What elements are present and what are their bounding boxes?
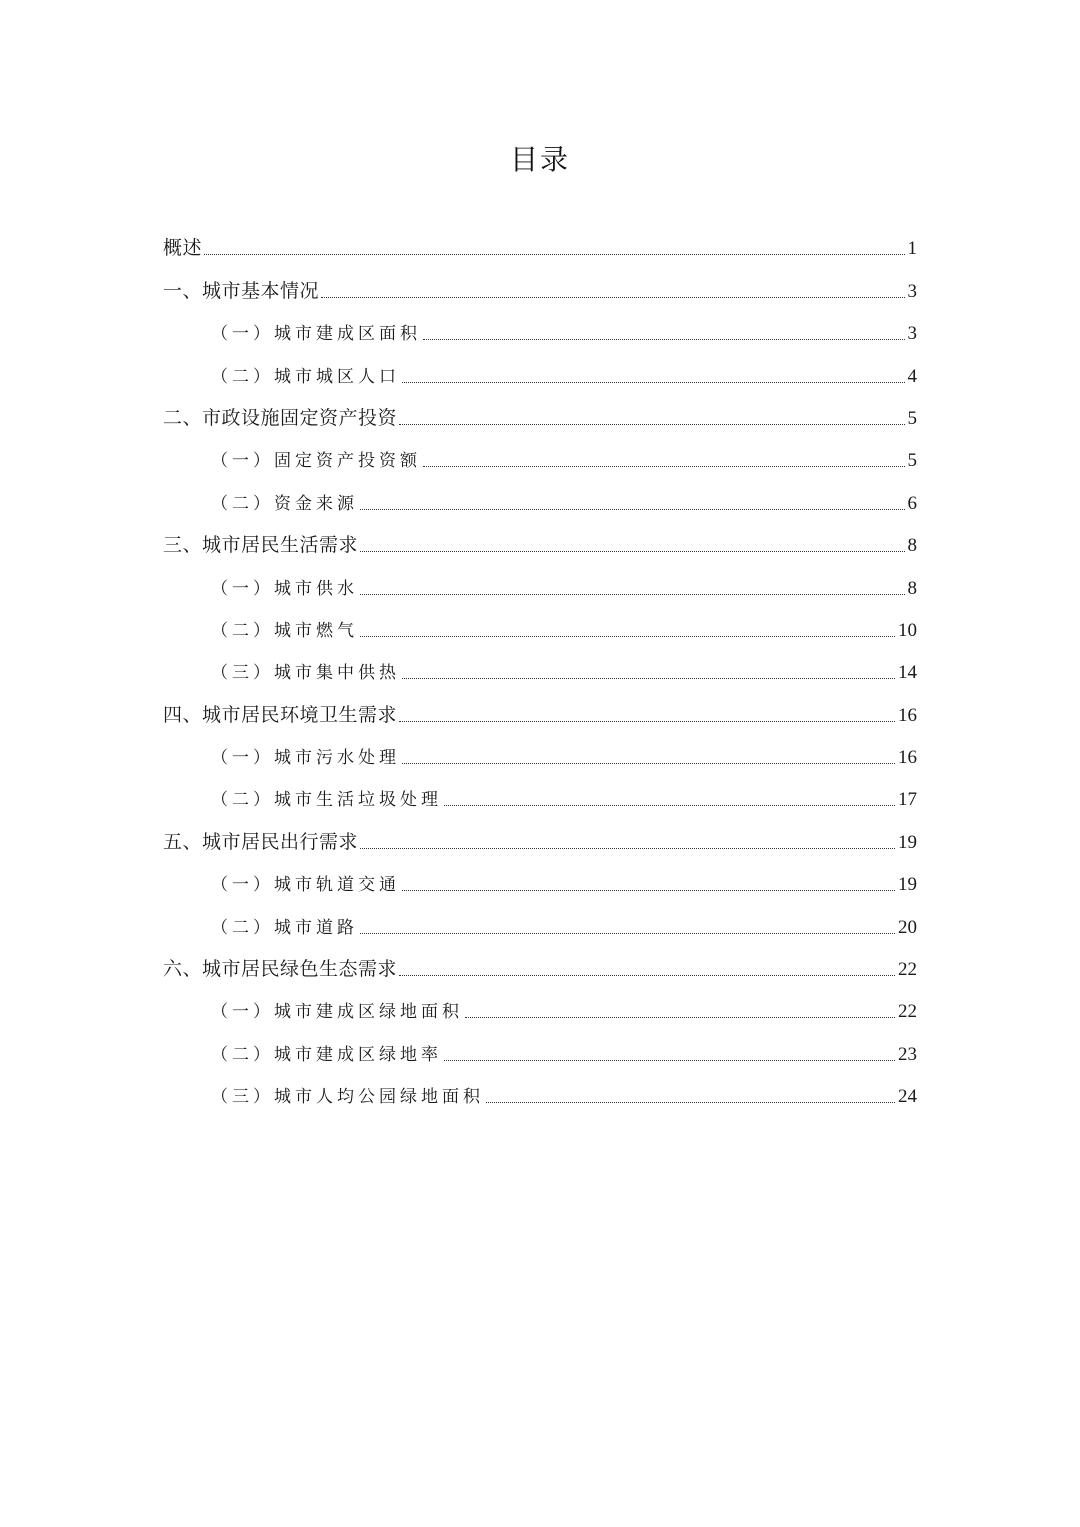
- toc-page-number: 19: [898, 831, 917, 853]
- toc-dot-leader: [423, 466, 905, 467]
- toc-section-entry[interactable]: [163, 941, 917, 983]
- toc-page-number: 22: [898, 1001, 917, 1023]
- toc-subsection-entry[interactable]: [163, 347, 917, 389]
- toc-entry-label: （一）城市污水处理: [211, 748, 400, 769]
- page-title: 目录: [509, 143, 570, 176]
- toc-page-number: 16: [898, 747, 917, 769]
- toc-section-entry[interactable]: [163, 813, 917, 855]
- toc-dot-leader: [360, 551, 904, 552]
- toc-page-number: 19: [898, 874, 917, 896]
- toc-page-number: 22: [898, 959, 917, 981]
- toc-entry-label: （二）城市城区人口: [211, 366, 400, 387]
- toc-section-entry[interactable]: [163, 262, 917, 304]
- toc-dot-leader: [444, 805, 895, 806]
- toc-dot-leader: [360, 848, 895, 849]
- toc-page-number: 1: [907, 238, 917, 260]
- toc-page-number: 17: [898, 789, 917, 811]
- toc-section-entry[interactable]: [163, 517, 917, 559]
- toc-dot-leader: [465, 1017, 895, 1018]
- toc-section-entry[interactable]: [163, 390, 917, 432]
- toc-entry-label: （二）资金来源: [211, 493, 358, 514]
- toc-subsection-entry[interactable]: [163, 474, 917, 516]
- toc-subsection-entry[interactable]: [163, 602, 917, 644]
- toc-entry-label: 五、城市居民出行需求: [163, 830, 359, 853]
- toc-page-number: 3: [907, 323, 917, 345]
- toc-page-number: 4: [907, 365, 917, 387]
- toc-entry-label: （一）城市供水: [211, 578, 358, 599]
- toc-page-number: 24: [898, 1086, 917, 1108]
- toc-subsection-entry[interactable]: [163, 644, 917, 686]
- toc-page-number: 14: [898, 662, 917, 684]
- toc-dot-leader: [402, 678, 895, 679]
- toc-entry-label: （一）城市建成区绿地面积: [211, 1002, 463, 1023]
- toc-page-number: 10: [898, 619, 917, 641]
- toc-dot-leader: [402, 763, 895, 764]
- toc-entry-label: 三、城市居民生活需求: [163, 534, 359, 557]
- toc-entry-label: （二）城市道路: [211, 917, 358, 938]
- toc-dot-leader: [399, 975, 895, 976]
- toc-entry-label: （二）城市建成区绿地率: [211, 1044, 442, 1065]
- toc-section-entry[interactable]: [163, 686, 917, 728]
- toc-entry-label: 二、市政设施固定资产投资: [163, 406, 398, 429]
- toc-entry-label: （二）城市燃气: [211, 620, 358, 641]
- toc-page-number: 8: [907, 535, 917, 557]
- toc-dot-leader: [402, 890, 895, 891]
- toc-entry-label: 六、城市居民绿色生态需求: [163, 958, 398, 981]
- toc-page-number: 20: [898, 916, 917, 938]
- toc-page-number: 16: [898, 704, 917, 726]
- toc-dot-leader: [399, 424, 904, 425]
- toc-page-number: 6: [907, 492, 917, 514]
- toc-subsection-entry[interactable]: [163, 559, 917, 601]
- toc-dot-leader: [399, 721, 895, 722]
- toc-dot-leader: [321, 297, 904, 298]
- toc-page-number: 8: [907, 577, 917, 599]
- toc-subsection-entry[interactable]: [163, 898, 917, 940]
- toc-dot-leader: [204, 254, 904, 255]
- toc-page-number: 3: [907, 280, 917, 302]
- toc-entry-label: （二）城市生活垃圾处理: [211, 790, 442, 811]
- toc-dot-leader: [360, 933, 895, 934]
- toc-subsection-entry[interactable]: [163, 1025, 917, 1067]
- toc-subsection-entry[interactable]: [163, 1068, 917, 1110]
- toc-page-number: 23: [898, 1043, 917, 1065]
- toc-entry-label: （一）城市建成区面积: [211, 324, 421, 345]
- toc-page-number: 5: [907, 407, 917, 429]
- toc-entry-label: （三）城市集中供热: [211, 663, 400, 684]
- toc-subsection-entry[interactable]: [163, 771, 917, 813]
- toc-dot-leader: [444, 1060, 895, 1061]
- toc-dot-leader: [360, 594, 905, 595]
- toc-entry-label: 四、城市居民环境卫生需求: [163, 703, 398, 726]
- toc-section-entry[interactable]: [163, 220, 917, 262]
- toc-subsection-entry[interactable]: [163, 305, 917, 347]
- toc-entry-label: 一、城市基本情况: [163, 279, 320, 302]
- toc-entry-label: （一）城市轨道交通: [211, 875, 400, 896]
- toc-subsection-entry[interactable]: [163, 856, 917, 898]
- toc-subsection-entry[interactable]: [163, 729, 917, 771]
- toc-subsection-entry[interactable]: [163, 983, 917, 1025]
- toc-entry-label: 概述: [163, 237, 203, 260]
- toc-dot-leader: [486, 1102, 895, 1103]
- table-of-contents: [163, 220, 917, 1110]
- toc-entry-label: （一）固定资产投资额: [211, 451, 421, 472]
- toc-page-number: 5: [907, 450, 917, 472]
- toc-subsection-entry[interactable]: [163, 432, 917, 474]
- toc-dot-leader: [423, 339, 905, 340]
- toc-dot-leader: [360, 636, 895, 637]
- toc-dot-leader: [402, 382, 905, 383]
- toc-entry-label: （三）城市人均公园绿地面积: [211, 1087, 484, 1108]
- toc-dot-leader: [360, 509, 905, 510]
